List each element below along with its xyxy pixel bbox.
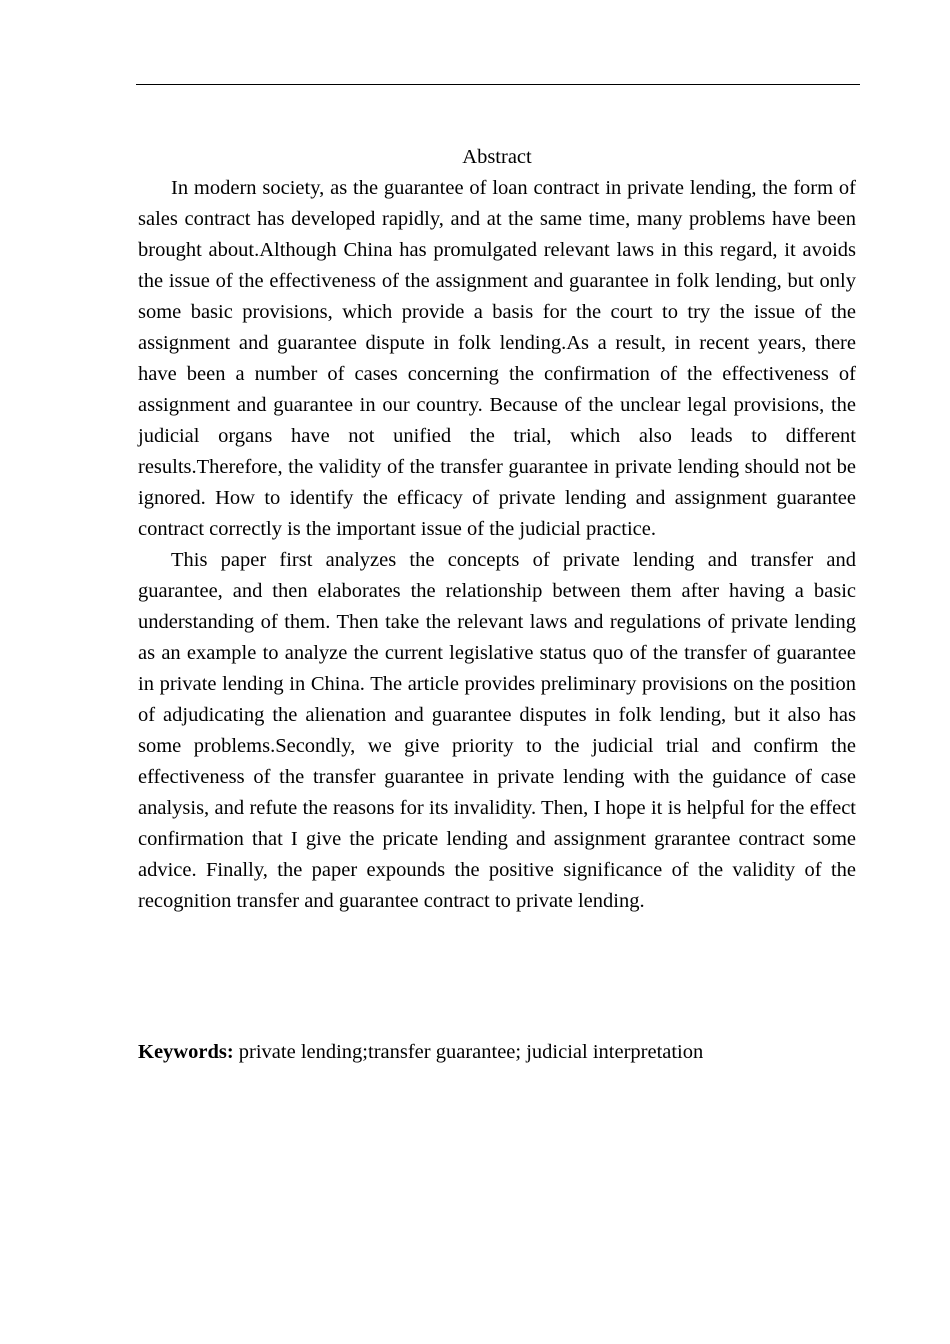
header-rule (136, 84, 860, 85)
abstract-body (138, 142, 856, 917)
keywords-text: private lending;transfer guarantee; judicial interpretation (233, 1041, 704, 1063)
abstract-title: Abstract (462, 146, 532, 168)
keywords-line (138, 1037, 856, 1068)
keywords-label: Keywords: (138, 1041, 234, 1063)
abstract-paragraph-2: This paper first analyzes the concepts of private lending and transfer and guarantee, and then elaborates the relationship between them after having a basic understanding of them. Then take the relevant laws and regulations of private lending as an example to analyze the current legislative status quo of the transfer of guarantee in private lending in China. The article provides preliminary provisions on the position of adjudicating the alienation and guarantee disputes in folk lending, but it also has some problems.Secondly, we give priority to the judicial trial and confirm the effectiveness of the transfer guarantee in private lending with the guidance of case analysis, and refute the reasons for its invalidity. Then, I hope it is helpful for the effect confirmation that I give the pricate lending and assignment grarantee contract some advice. Finally, the paper expounds the positive significance of the validity of the recognition transfer and guarantee contract to private lending. (138, 549, 856, 912)
abstract-paragraph-1: In modern society, as the guarantee of loan contract in private lending, the form of sales contract has developed rapidly, and at the same time, many problems have been brought about.Although China has promulgated relevant laws in this regard, it avoids the issue of the effectiveness of the assignment and guarantee in folk lending, but only some basic provisions, which provide a basis for the court to try the issue of the assignment and guarantee dispute in folk lending.As a result, in recent years, there have been a number of cases concerning the confirmation of the effectiveness of assignment and guarantee in our country. Because of the unclear legal provisions, the judicial organs have not unified the trial, which also leads to different results.Therefore, the validity of the transfer guarantee in private lending should not be ignored. How to identify the efficacy of private lending and assignment guarantee contract correctly is the important issue of the judicial practice. (138, 177, 856, 540)
